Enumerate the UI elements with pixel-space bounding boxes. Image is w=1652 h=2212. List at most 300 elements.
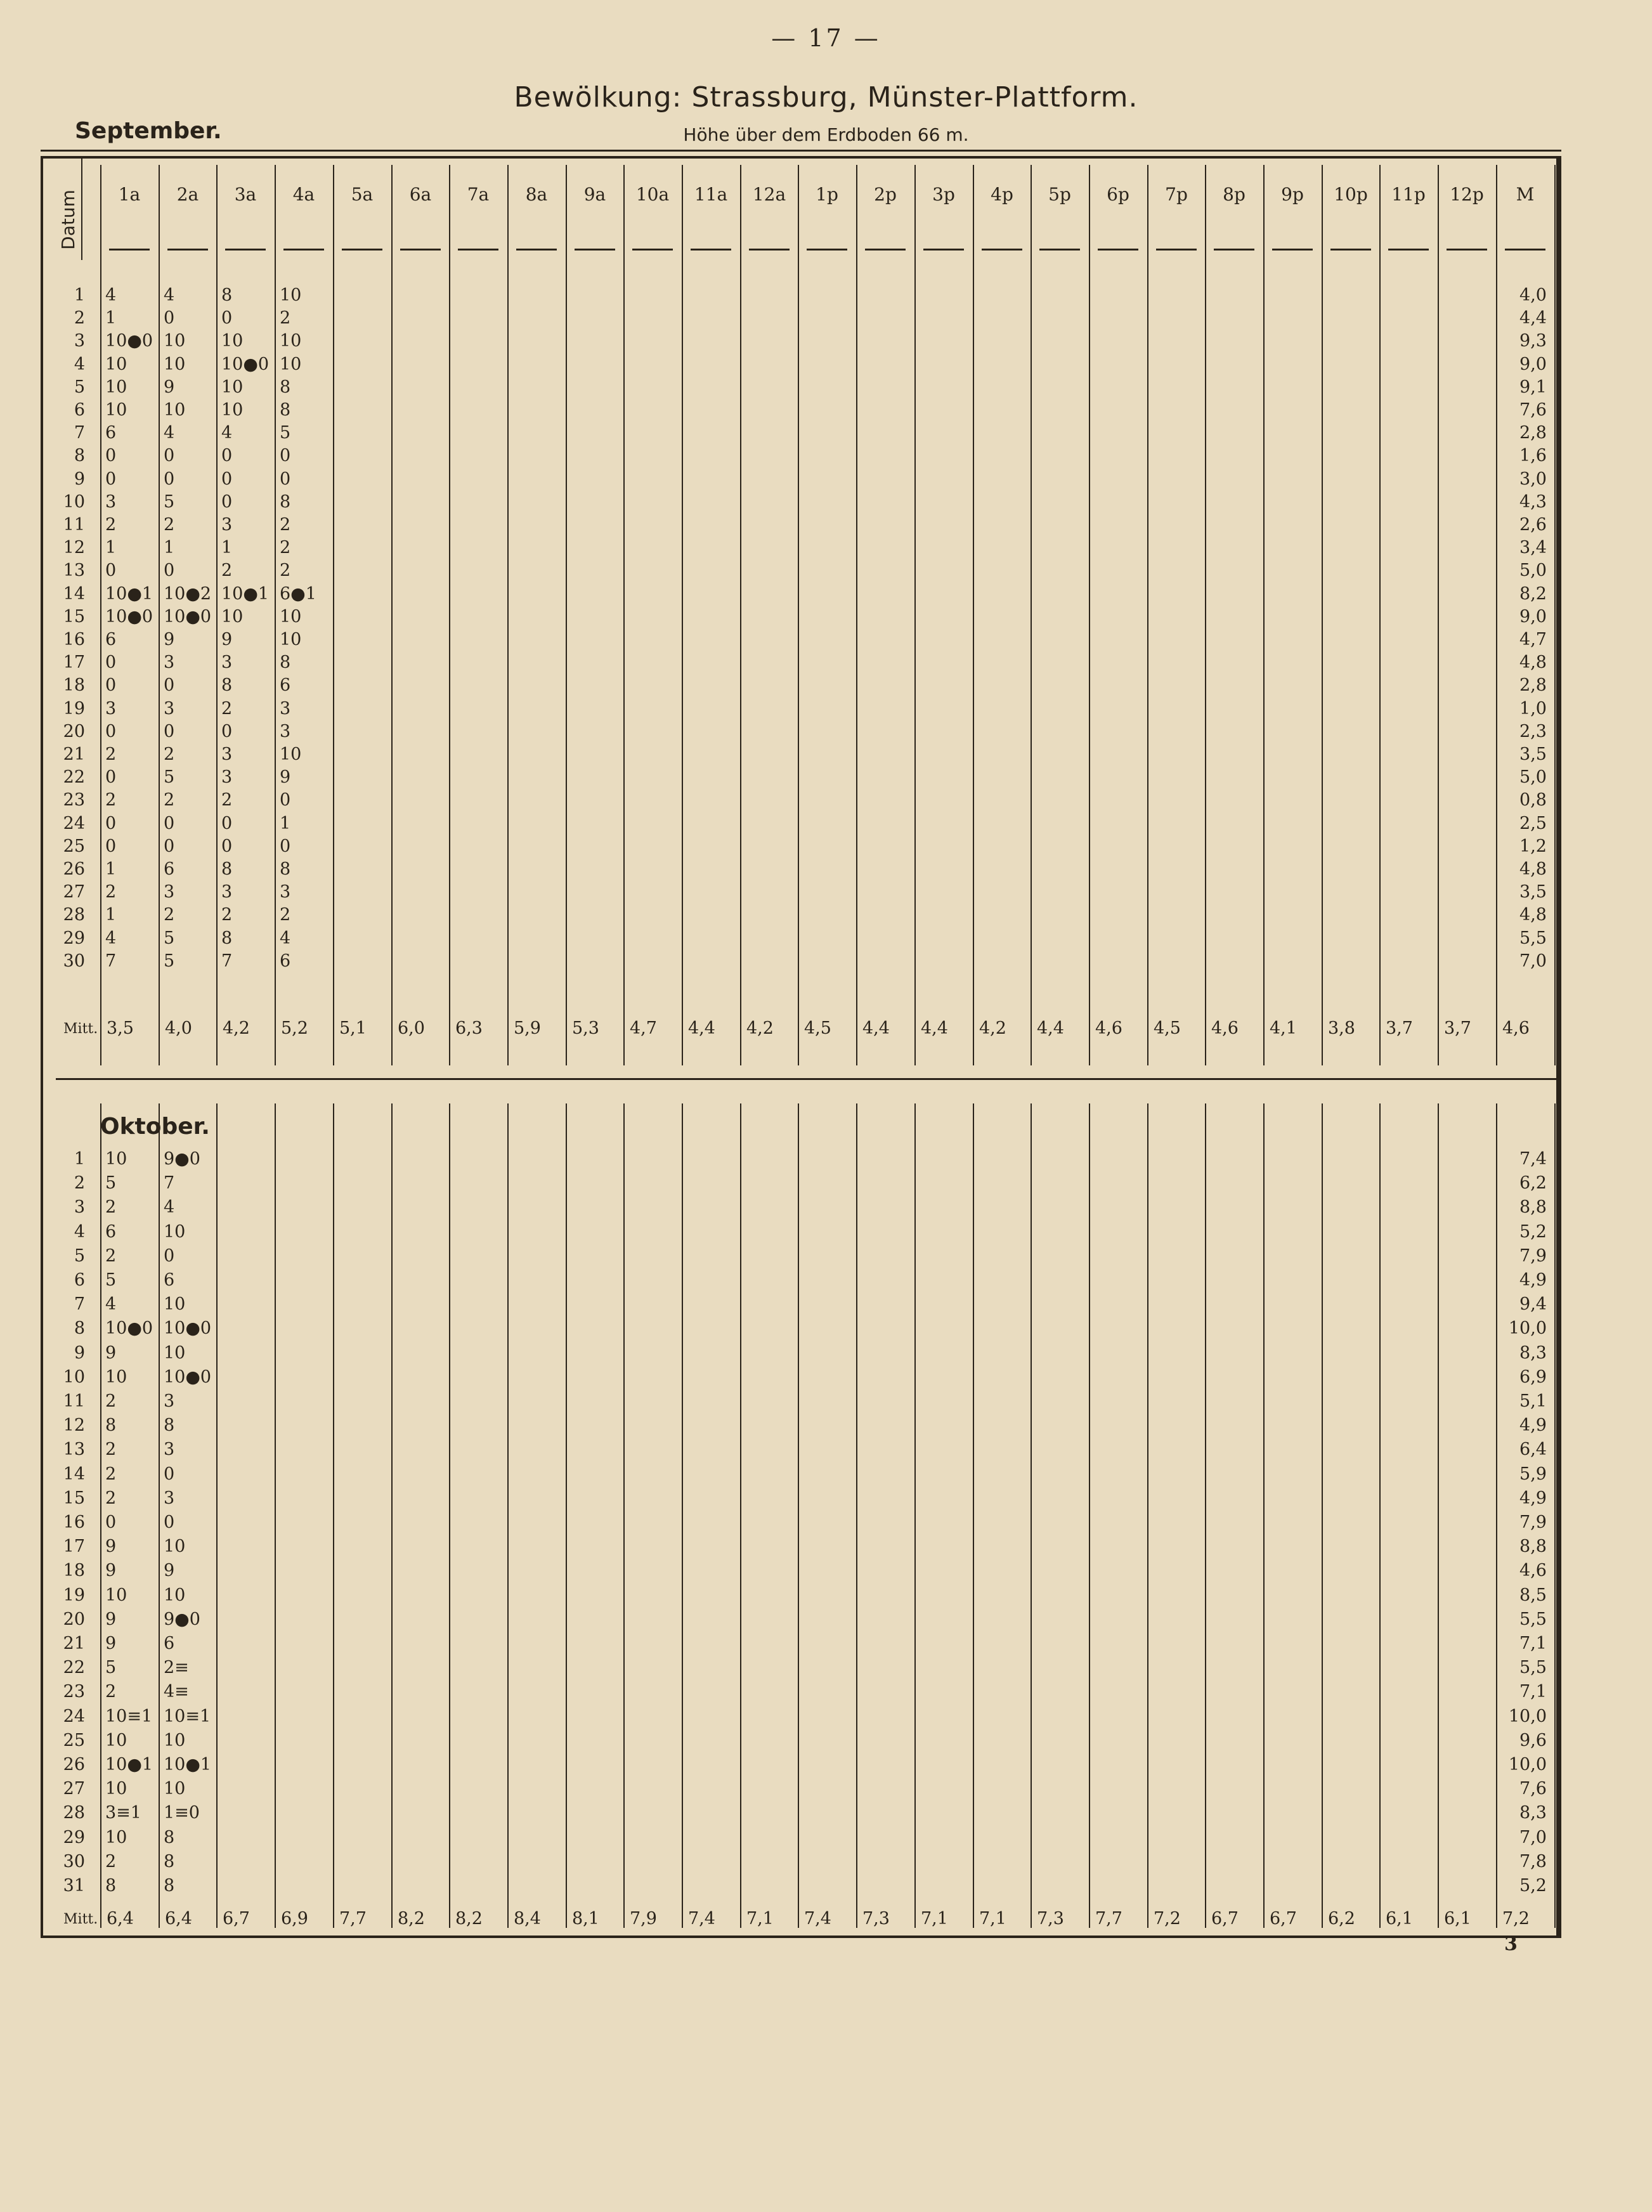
table-cell: 10 <box>164 1779 186 1799</box>
day-number: 16 <box>63 630 85 649</box>
table-cell: 5 <box>164 951 175 971</box>
mitt-value: 4,0 <box>165 1018 192 1038</box>
table-cell: 10 <box>105 377 127 397</box>
table-cell: 8 <box>221 285 233 305</box>
table-cell: 4≡ <box>164 1682 189 1701</box>
column-rule <box>1438 165 1439 1065</box>
column-rule <box>566 165 567 1065</box>
day-number: 2 <box>74 308 85 328</box>
mean-value: 5,0 <box>1519 561 1547 580</box>
mean-value: 8,8 <box>1519 1197 1547 1217</box>
day-number: 12 <box>63 1415 85 1435</box>
column-rule <box>973 165 974 1065</box>
day-number: 25 <box>63 1731 85 1750</box>
day-number: 3 <box>74 1197 85 1217</box>
table-cell: 3 <box>164 1488 175 1508</box>
datum-header: Datum <box>57 190 79 250</box>
mitt-value: 5,2 <box>281 1018 308 1038</box>
column-rule <box>623 1103 625 1928</box>
day-number: 29 <box>63 1828 85 1847</box>
table-cell: 9 <box>164 377 175 397</box>
column-header: 10a <box>635 184 670 205</box>
mean-value: 4,4 <box>1519 308 1547 328</box>
table-cell: 10 <box>105 1585 127 1605</box>
day-number: 21 <box>63 745 85 764</box>
column-header: 1p <box>816 184 838 205</box>
mitt-value: 4,2 <box>979 1018 1006 1038</box>
column-header: 4p <box>991 184 1013 205</box>
column-header-rule <box>749 249 790 250</box>
table-cell: 9 <box>105 1561 117 1580</box>
column-rule <box>449 1103 450 1928</box>
column-header: 3p <box>932 184 955 205</box>
mean-value: 7,9 <box>1519 1513 1547 1532</box>
column-header-rule <box>1098 249 1138 250</box>
table-cell: 3 <box>164 1391 175 1411</box>
table-cell: 0 <box>164 469 175 489</box>
table-cell: 7 <box>105 951 117 971</box>
table-cell: 10 <box>164 1537 186 1556</box>
column-header-rule <box>1272 249 1313 250</box>
mitt-value: 7,2 <box>1502 1909 1530 1929</box>
day-number: 26 <box>63 1755 85 1774</box>
column-header: 11p <box>1391 184 1426 205</box>
column-rule <box>740 165 741 1065</box>
mean-value: 7,6 <box>1519 1779 1547 1799</box>
table-cell: 2 <box>105 1852 117 1871</box>
table-cell: 10 <box>280 285 302 305</box>
table-cell: 8 <box>280 377 291 397</box>
mean-value: 4,9 <box>1519 1488 1547 1508</box>
column-header-rule <box>1447 249 1487 250</box>
mitt-value: 6,3 <box>455 1018 483 1038</box>
table-cell: 1 <box>105 308 117 328</box>
day-number: 7 <box>74 423 85 443</box>
table-cell: 7 <box>221 951 233 971</box>
mean-value: 10,0 <box>1508 1755 1547 1774</box>
mitt-value: 4,4 <box>921 1018 948 1038</box>
table-cell: 10 <box>105 400 127 420</box>
mitt-value: 4,2 <box>223 1018 250 1038</box>
day-number: 3 <box>74 331 85 351</box>
table-cell: 8 <box>280 859 291 879</box>
table-cell: 2 <box>164 745 175 764</box>
table-cell: 0 <box>105 767 117 787</box>
table-cell: 2 <box>105 1197 117 1217</box>
mitt-value: 5,3 <box>572 1018 599 1038</box>
day-number: 9 <box>74 469 85 489</box>
column-header-rule <box>400 249 441 250</box>
table-cell: 0 <box>280 469 291 489</box>
day-number: 18 <box>63 1561 85 1580</box>
day-number: 11 <box>63 515 85 535</box>
table-cell: 6 <box>280 951 291 971</box>
column-rule <box>1263 165 1265 1065</box>
table-cell: 0 <box>164 675 175 695</box>
table-cell: 10 <box>280 745 302 764</box>
table-cell: 0 <box>280 446 291 465</box>
day-number: 10 <box>63 1367 85 1387</box>
table-cell: 0 <box>164 814 175 833</box>
mitt-value: 3,7 <box>1386 1018 1413 1038</box>
column-header-rule <box>458 249 498 250</box>
mean-value: 4,8 <box>1519 905 1547 925</box>
column-rule <box>1031 165 1032 1065</box>
column-header: 7p <box>1165 184 1188 205</box>
table-cell: 10 <box>164 1731 186 1750</box>
mitt-value: 6,4 <box>165 1909 192 1929</box>
mean-value: 9,0 <box>1519 355 1547 374</box>
table-cell: 2 <box>280 308 291 328</box>
column-rule <box>682 1103 683 1928</box>
mean-value: 8,2 <box>1519 584 1547 604</box>
table-cell: 0 <box>280 836 291 856</box>
day-number: 17 <box>63 1537 85 1556</box>
table-cell: 8 <box>105 1415 117 1435</box>
mean-value: 3,5 <box>1519 882 1547 902</box>
column-rule <box>275 1103 276 1928</box>
table-cell: 0 <box>164 446 175 465</box>
table-cell: 6 <box>105 1222 117 1242</box>
table-cell: 10●0 <box>221 355 270 374</box>
table-cell: 4 <box>164 1197 175 1217</box>
mean-value: 4,3 <box>1519 492 1547 512</box>
table-cell: 1 <box>280 814 291 833</box>
mean-value: 8,3 <box>1519 1803 1547 1823</box>
day-number: 27 <box>63 882 85 902</box>
day-number: 23 <box>63 790 85 810</box>
mean-value: 9,3 <box>1519 331 1547 351</box>
mean-value: 9,6 <box>1519 1731 1547 1750</box>
table-cell: 8 <box>105 1876 117 1896</box>
table-cell: 10 <box>221 400 244 420</box>
column-header: 8p <box>1223 184 1246 205</box>
table-cell: 0 <box>105 675 117 695</box>
day-number: 23 <box>63 1682 85 1701</box>
table-cell: 0 <box>105 1513 117 1532</box>
table-cell: 3 <box>105 699 117 719</box>
mean-value: 4,0 <box>1519 285 1547 305</box>
mitt-value: 7,7 <box>1095 1909 1122 1929</box>
mitt-value: 7,1 <box>979 1909 1006 1929</box>
mean-value: 7,0 <box>1519 1828 1547 1847</box>
column-rule <box>507 165 509 1065</box>
month-label-october: Oktober. <box>100 1114 210 1140</box>
table-cell: 0 <box>164 1513 175 1532</box>
column-rule <box>566 1103 567 1928</box>
column-rule <box>1554 165 1556 1065</box>
mitt-value: 6,1 <box>1386 1909 1413 1929</box>
day-number: 4 <box>74 1222 85 1242</box>
day-number: 14 <box>63 584 85 604</box>
column-rule <box>391 1103 393 1928</box>
table-cell: 0 <box>221 722 233 741</box>
table-cell: 10 <box>105 355 127 374</box>
column-header: 6a <box>409 184 432 205</box>
table-cell: 2 <box>105 790 117 810</box>
day-number: 27 <box>63 1779 85 1799</box>
table-cell: 5 <box>164 492 175 512</box>
signature-mark: 3 <box>1504 1933 1518 1955</box>
column-header-rule <box>342 249 382 250</box>
table-cell: 10 <box>280 355 302 374</box>
table-cell: 10 <box>105 1149 127 1169</box>
mitt-value: 3,5 <box>107 1018 134 1038</box>
mitt-value: 4,5 <box>804 1018 831 1038</box>
column-rule <box>623 165 625 1065</box>
column-header-rule <box>691 249 731 250</box>
column-rule <box>1322 165 1323 1065</box>
column-header-rule <box>982 249 1022 250</box>
column-header: 9p <box>1281 184 1304 205</box>
table-cell: 10 <box>164 331 186 351</box>
table-cell: 2 <box>105 1464 117 1484</box>
table-cell: 0 <box>164 722 175 741</box>
column-header: 6p <box>1107 184 1129 205</box>
table-cell: 3 <box>221 882 233 902</box>
column-header: 5p <box>1048 184 1071 205</box>
mean-value: 5,2 <box>1519 1876 1547 1896</box>
table-cell: 2 <box>105 882 117 902</box>
mean-value: 4,8 <box>1519 653 1547 672</box>
table-cell: 3≡1 <box>105 1803 141 1823</box>
table-cell: 4 <box>105 928 117 948</box>
column-rule <box>449 165 450 1065</box>
column-header: 12a <box>752 184 786 205</box>
mitt-value: 7,3 <box>1037 1909 1064 1929</box>
table-cell: 1≡0 <box>164 1803 200 1823</box>
mean-value: 6,2 <box>1519 1173 1547 1193</box>
column-rule <box>798 1103 799 1928</box>
day-number: 20 <box>63 722 85 741</box>
mitt-value: 7,7 <box>339 1909 367 1929</box>
table-cell: 3 <box>164 1440 175 1459</box>
mean-value: 4,9 <box>1519 1270 1547 1290</box>
table-cell: 10≡1 <box>105 1707 153 1726</box>
column-rule <box>798 165 799 1065</box>
table-cell: 0 <box>221 814 233 833</box>
table-cell: 4 <box>221 423 233 443</box>
day-number: 24 <box>63 814 85 833</box>
table-cell: 10≡1 <box>164 1707 211 1726</box>
table-cell: 10 <box>164 355 186 374</box>
day-number: 29 <box>63 928 85 948</box>
table-cell: 10●1 <box>221 584 270 604</box>
column-rule <box>1205 165 1206 1065</box>
table-cell: 10 <box>105 1367 127 1387</box>
table-cell: 6 <box>164 1634 175 1653</box>
table-cell: 10 <box>164 1294 186 1314</box>
column-rule <box>1322 1103 1323 1928</box>
column-header-rule <box>283 249 324 250</box>
day-number: 25 <box>63 836 85 856</box>
mean-value: 4,8 <box>1519 859 1547 879</box>
table-cell: 0 <box>105 469 117 489</box>
mitt-value: 7,2 <box>1154 1909 1181 1929</box>
day-number: 6 <box>74 1270 85 1290</box>
table-cell: 3 <box>280 699 291 719</box>
table-cell: 10●1 <box>105 584 153 604</box>
day-number: 15 <box>63 1488 85 1508</box>
mean-value: 7,0 <box>1519 951 1547 971</box>
table-cell: 2 <box>280 515 291 535</box>
mitt-value: 7,1 <box>746 1909 774 1929</box>
table-cell: 2 <box>221 699 233 719</box>
table-cell: 6 <box>105 630 117 649</box>
table-cell: 1 <box>105 859 117 879</box>
day-number: 28 <box>63 905 85 925</box>
table-cell: 9 <box>280 767 291 787</box>
table-cell: 8 <box>280 492 291 512</box>
table-cell: 0 <box>164 561 175 580</box>
table-cell: 4 <box>164 423 175 443</box>
mean-value: 7,9 <box>1519 1246 1547 1266</box>
mitt-value: 4,6 <box>1095 1018 1122 1038</box>
table-cell: 2 <box>221 790 233 810</box>
column-header-rule <box>1388 249 1429 250</box>
mean-value: 7,8 <box>1519 1852 1547 1871</box>
table-cell: 2 <box>280 905 291 925</box>
mitt-value: 4,2 <box>746 1018 774 1038</box>
day-number: 13 <box>63 1440 85 1459</box>
column-rule <box>740 1103 741 1928</box>
mean-value: 3,0 <box>1519 469 1547 489</box>
column-header-rule <box>225 249 266 250</box>
table-cell: 6 <box>164 1270 175 1290</box>
mitt-value: 8,1 <box>572 1909 599 1929</box>
table-cell: 0 <box>280 790 291 810</box>
mean-value: 8,8 <box>1519 1537 1547 1556</box>
mitt-value: 6,7 <box>1270 1909 1297 1929</box>
column-rule <box>100 165 101 1065</box>
table-cell: 4 <box>105 285 117 305</box>
column-rule <box>391 165 393 1065</box>
column-rule <box>1379 165 1381 1065</box>
day-number: 14 <box>63 1464 85 1484</box>
table-cell: 0 <box>221 469 233 489</box>
table-cell: 3 <box>221 653 233 672</box>
mitt-value: 6,0 <box>398 1018 425 1038</box>
column-rule <box>275 165 276 1065</box>
table-cell: 2 <box>105 1682 117 1701</box>
table-cell: 6 <box>164 859 175 879</box>
table-cell: 6●1 <box>280 584 316 604</box>
day-number: 13 <box>63 561 85 580</box>
table-cell: 9 <box>164 630 175 649</box>
table-cell: 2 <box>105 515 117 535</box>
column-rule <box>1147 165 1148 1065</box>
table-cell: 2 <box>105 1440 117 1459</box>
table-cell: 10 <box>105 1731 127 1750</box>
column-header: 10p <box>1334 184 1368 205</box>
mitt-value: 4,4 <box>688 1018 715 1038</box>
table-cell: 4 <box>105 1294 117 1314</box>
mean-value: 5,0 <box>1519 767 1547 787</box>
column-header: 2a <box>176 184 199 205</box>
column-header-rule <box>1156 249 1197 250</box>
table-cell: 4 <box>280 928 291 948</box>
month-divider <box>56 1078 1561 1080</box>
table-cell: 10 <box>164 1222 186 1242</box>
page-subtitle: Höhe über dem Erdboden 66 m. <box>683 124 969 145</box>
table-cell: 8 <box>280 653 291 672</box>
column-header-rule <box>575 249 615 250</box>
day-number: 18 <box>63 675 85 695</box>
day-number: 15 <box>63 607 85 627</box>
table-cell: 10 <box>105 1828 127 1847</box>
table-cell: 6 <box>105 423 117 443</box>
mean-value: 1,2 <box>1519 836 1547 856</box>
mitt-label: Mitt. <box>63 1021 98 1037</box>
table-cell: 1 <box>164 538 175 557</box>
table-cell: 10 <box>221 377 244 397</box>
table-cell: 1 <box>221 538 233 557</box>
table-cell: 0 <box>221 446 233 465</box>
mean-value: 7,1 <box>1519 1634 1547 1653</box>
datum-rule <box>81 159 82 260</box>
mean-value: 3,5 <box>1519 745 1547 764</box>
table-cell: 3 <box>280 722 291 741</box>
mitt-value: 6,4 <box>107 1909 134 1929</box>
column-header-rule <box>807 249 847 250</box>
mean-value: 9,4 <box>1519 1294 1547 1314</box>
table-cell: 0 <box>164 1246 175 1266</box>
table-cell: 3 <box>164 882 175 902</box>
mean-value: 5,1 <box>1519 1391 1547 1411</box>
table-cell: 1 <box>105 538 117 557</box>
mean-value: 7,6 <box>1519 400 1547 420</box>
table-cell: 3 <box>164 699 175 719</box>
column-rule <box>914 1103 916 1928</box>
table-cell: 3 <box>280 882 291 902</box>
table-cell: 0 <box>105 561 117 580</box>
table-cell: 8 <box>164 1415 175 1435</box>
table-cell: 5 <box>105 1270 117 1290</box>
mean-value: 2,8 <box>1519 423 1547 443</box>
mean-value: 7,1 <box>1519 1682 1547 1701</box>
day-number: 30 <box>63 951 85 971</box>
mitt-value: 3,7 <box>1444 1018 1471 1038</box>
column-rule <box>159 1103 160 1928</box>
table-cell: 9●0 <box>164 1149 200 1169</box>
mean-value: 8,3 <box>1519 1343 1547 1363</box>
table-cell: 5 <box>280 423 291 443</box>
table-cell: 10●1 <box>105 1755 153 1774</box>
table-cell: 0 <box>105 722 117 741</box>
mean-value: 2,8 <box>1519 675 1547 695</box>
mitt-value: 5,9 <box>514 1018 541 1038</box>
mean-value: 1,6 <box>1519 446 1547 465</box>
table-cell: 5 <box>164 928 175 948</box>
table-cell: 2 <box>105 1246 117 1266</box>
mean-value: 4,7 <box>1519 630 1547 649</box>
mean-value: 4,9 <box>1519 1415 1547 1435</box>
mean-value: 5,5 <box>1519 928 1547 948</box>
column-rule <box>333 165 334 1065</box>
day-number: 26 <box>63 859 85 879</box>
column-header: M <box>1516 184 1535 205</box>
column-header: 12p <box>1450 184 1484 205</box>
table-cell: 10●0 <box>105 331 153 351</box>
mitt-value: 5,1 <box>339 1018 367 1038</box>
table-cell: 8 <box>164 1852 175 1871</box>
table-cell: 9 <box>164 1561 175 1580</box>
table-cell: 0 <box>221 492 233 512</box>
table-cell: 9 <box>105 1634 117 1653</box>
column-header-rule <box>923 249 964 250</box>
mitt-value: 4,6 <box>1211 1018 1239 1038</box>
mean-value: 4,6 <box>1519 1561 1547 1580</box>
